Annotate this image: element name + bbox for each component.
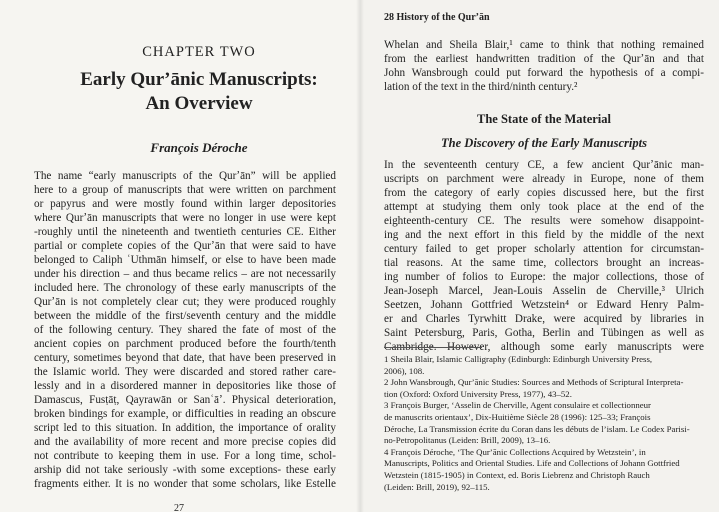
body-line: not contribute to keeping them in use. For a long time, schol-	[34, 450, 336, 462]
right-page	[360, 0, 719, 512]
body-line: arship did not take seriously -with some exceptions- these early	[34, 464, 336, 476]
body-line: attempt at studying them only took place at the end of the	[384, 201, 704, 213]
body-line: Damascus, Fusṭāṭ, Qayrawān or Sanʿāʼ. Physical deterioration,	[34, 394, 336, 406]
body-line: the Islamic world. They were discarded and stored rather care-	[34, 366, 336, 378]
body-line: or papyrus and were mostly found within larger depositories	[34, 198, 336, 210]
body-line: er and Charles Tyrwhitt Drake, were acquired by libraries in	[384, 313, 704, 325]
footnote-rule	[384, 347, 482, 348]
footnote-line: 2006), 108.	[384, 365, 425, 376]
body-line: under his direction – and thus became relics – are not necessarily	[34, 268, 336, 280]
body-line: from the category of early copies discussed here, but the first	[384, 187, 704, 199]
subsection-heading: The Discovery of the Early Manuscripts	[441, 136, 647, 150]
body-line: tial reasons. At the same time, collectors brought an increas-	[384, 257, 704, 269]
footnote-line: 1 Sheila Blair, Islamic Calligraphy (Edinburgh: Edinburgh University Press,	[384, 354, 653, 364]
body-line: fragments either. It is no wonder that some scholars, like Estelle	[34, 478, 336, 490]
body-line: belonged to Caliph ʿUthmān himself, or else to have been made	[34, 254, 336, 266]
body-line: where Qurʼān manuscripts that were no longer in use were kept	[34, 212, 336, 224]
body-line: of the following century. They shared the fate of most of the	[34, 324, 336, 336]
section-heading: The State of the Material	[477, 112, 611, 126]
body-line: partial or complete copies of the Qurʼān that were said to have	[34, 240, 336, 252]
footnote-line: no-Petropolitanus (Leiden: Brill, 2009), 13–16.	[384, 435, 551, 446]
body-line: century failed to get proper scholarly attention for circumstan-	[384, 243, 704, 255]
footnote-line: tion (Oxford: Oxford University Press, 1977), 43–52.	[384, 388, 572, 399]
body-line: uscripts on parchment were already in Europe, none of them	[384, 173, 704, 185]
body-line: The name “early manuscripts of the Qurʼān” will be applied	[34, 170, 336, 182]
body-line: lation of the text in the third/ninth century.²	[384, 81, 578, 93]
chapter-title-line: Early Qurʼānic Manuscripts:	[80, 69, 318, 90]
body-line: Saint Petersburg, Paris, Gotha, Berlin and Tübingen as well as	[384, 327, 704, 339]
chapter-label: CHAPTER TWO	[142, 44, 256, 60]
chapter-title	[40, 68, 358, 116]
body-line: Qurʼān is not completely clear cut; they were produced roughly	[34, 296, 336, 308]
body-line: Cambridge. However, although some early manuscripts were	[384, 341, 704, 353]
body-line: ancient copies on parchment produced before the fourth/tenth	[34, 338, 336, 350]
book-gutter	[356, 0, 364, 512]
body-line: eighteenth-century CE. The results were somehow disappoint-	[384, 215, 704, 227]
body-line: lessly and in a disordered manner in depositories like those of	[34, 380, 336, 392]
body-line: Seetzen, Johann Gottfried Wetzstein⁴ or Edward Henry Palm-	[384, 299, 704, 311]
footnote-line: Déroche, La Transmission écrite du Coran dans les débuts de l’islam. Le Codex Parisi-	[384, 423, 690, 434]
body-line: broken bindings for example, or difficulties in reading an obscure	[34, 408, 336, 420]
body-line: between the middle of the first/seventh century and the middle	[34, 310, 336, 322]
body-line: Jean-Joseph Marcel, Jean-Louis Asselin de Cherville,³ Ulrich	[384, 285, 704, 297]
body-line: script led to this situation. In addition, the importance of orality	[34, 422, 336, 434]
footnote-line: (Leiden: Brill, 2019), 92–115.	[384, 481, 490, 492]
footnote-line: de manuscrits orientaux’, Dix-Huitième Siècle 28 (1996): 125–33; François	[384, 412, 651, 422]
running-head: 28 History of the Qurʼān	[384, 12, 490, 23]
body-line: from the earliest handwritten tradition of the Qurʼān and that	[384, 53, 704, 65]
body-line: -roughly until the nineteenth and twentieth centuries CE. Either	[34, 226, 336, 238]
body-line: John Wansbrough could put forward the hypothesis of a compi-	[384, 67, 704, 79]
page-number: 27	[174, 503, 184, 512]
footnote-line: 2 John Wansbrough, Qurʼānic Studies: Sources and Methods of Scriptural Interpreta-	[384, 377, 684, 388]
body-line: Whelan and Sheila Blair,¹ came to think that nothing remained	[384, 39, 704, 51]
body-line: and the availability of more recent and more precise copies did	[34, 436, 336, 448]
footnote-line: Manuscripts, Politics and Oriental Studies. Life and Collections of Johann Gottfried	[384, 458, 680, 469]
body-line: century, sometimes beyond that date, that have been preserved in	[34, 352, 336, 364]
body-line: included here. The chronology of these early manuscripts of the	[34, 282, 336, 294]
body-line: ing and the next effort in this field by the middle of the next	[384, 229, 704, 241]
body-line: ing number of folios to Europe: the major collections, those of	[384, 271, 704, 283]
footnote-line: 3 François Burger, ‘Asselin de Cherville, Agent consulaire et collectionneur	[384, 400, 651, 411]
footnote-line: Wetzstein (1815-1905) in Context, ed. Boris Liebrenz and Christoph Rauch	[384, 470, 650, 480]
chapter-title-line: An Overview	[145, 93, 253, 114]
author-name: François Déroche	[150, 140, 248, 155]
body-line: here to a group of manuscripts that were written on parchment	[34, 184, 336, 196]
footnote-line: 4 François Déroche, ‘The Qurʼānic Collections Acquired by Wetzstein’, in	[384, 446, 646, 457]
body-line: In the seventeenth century CE, a few ancient Qurʼānic man-	[384, 159, 704, 171]
